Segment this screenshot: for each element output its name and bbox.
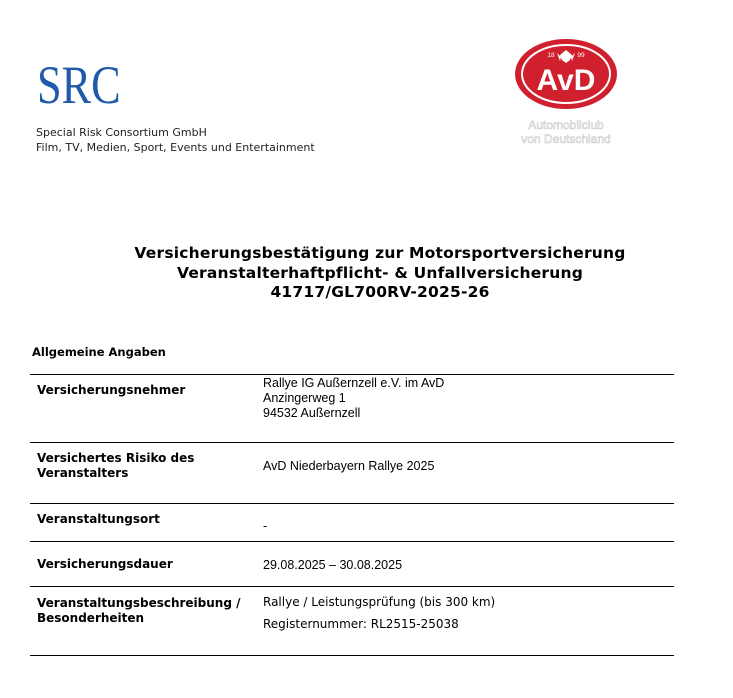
table-divider (30, 655, 674, 656)
avd-sub-line2: von Deutschland (521, 132, 611, 146)
avd-year-right: 99 (577, 52, 585, 59)
table-divider (30, 374, 674, 375)
title-line-1: Versicherungsbestätigung zur Motorsportversicherung (134, 244, 626, 262)
value-versichertes-risiko (263, 459, 434, 474)
avd-year-left: 18 (547, 52, 555, 59)
label-line: Veranstaltungsbeschreibung / (37, 596, 241, 610)
company-tagline: Film, TV, Medien, Sport, Events und Entertainment (36, 140, 315, 154)
label-versicherungsnehmer: Versicherungsnehmer (37, 383, 186, 397)
avd-logo-text: AvD (536, 64, 596, 97)
value-versicherungsdauer (263, 558, 402, 573)
value-line: Rallye / Leistungsprüfung (bis 300 km) (263, 595, 496, 609)
label-veranstaltungsort: Veranstaltungsort (37, 512, 160, 526)
value-line: - (263, 519, 268, 533)
src-logo (37, 55, 121, 115)
label-veranstaltungsbeschreibung (37, 596, 241, 626)
value-line: Rallye IG Außernzell e.V. im AvD (263, 376, 445, 390)
title-line-2: Veranstalterhaftpflicht- & Unfallversicherung (176, 263, 584, 282)
value-line: 94532 Außernzell (263, 406, 361, 420)
value-versicherungsnehmer (263, 376, 444, 421)
label-versicherungsdauer: Versicherungsdauer (37, 557, 173, 571)
table-divider (30, 541, 674, 542)
value-line: 29.08.2025 – 30.08.2025 (263, 558, 403, 572)
company-name: Special Risk Consortium GmbH (36, 126, 207, 139)
avd-sub-line1: Automobilclub (528, 118, 604, 132)
avd-subtitle (513, 118, 619, 146)
company-info (36, 126, 315, 155)
label-line: Veranstalters (37, 466, 129, 480)
value-line: Anzingerweg 1 (263, 391, 346, 405)
table-divider (30, 442, 674, 443)
value-line: AvD Niederbayern Rallye 2025 (263, 459, 435, 473)
label-line: Besonderheiten (37, 611, 145, 625)
value-line: Registernummer: RL2515-25038 (263, 617, 459, 631)
value-veranstaltungsbeschreibung (263, 595, 495, 632)
section-heading: Allgemeine Angaben (32, 345, 166, 359)
label-versichertes-risiko (37, 451, 194, 481)
src-logo-text: SRC (37, 55, 121, 115)
policy-number: 41717/GL700RV-2025-26 (270, 283, 490, 301)
table-divider (30, 586, 674, 587)
value-veranstaltungsort (263, 519, 267, 534)
table-divider (30, 503, 674, 504)
document-title (60, 244, 700, 303)
label-line: Versichertes Risiko des (37, 451, 195, 465)
